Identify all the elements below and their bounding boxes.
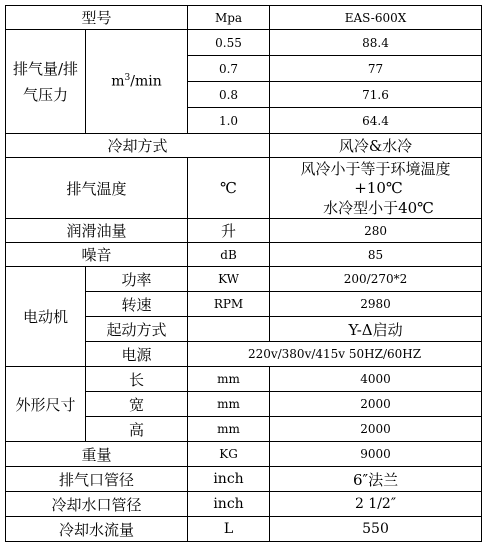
exhaust-temp-watercooled: 水冷型小于40℃ [323, 199, 434, 217]
exhaust-temp-line1: 风冷小于等于环境温度 [300, 160, 451, 178]
dim-height-value: 2000 [270, 417, 482, 442]
exhaust-temp-value [270, 158, 482, 219]
motor-speed-label: 转速 [86, 292, 188, 317]
pressure-cell: 0.7 [188, 56, 270, 82]
discharge-unit-exp: 3 [124, 73, 131, 84]
motor-power-row [6, 267, 482, 292]
water-flow-label: 冷却水流量 [6, 517, 188, 542]
water-pipe-value: 2 1/2″ [270, 492, 482, 517]
motor-supply-label: 电源 [86, 342, 188, 367]
weight-row [6, 442, 482, 467]
water-flow-row [6, 517, 482, 542]
pressure-cell: 0.55 [188, 30, 270, 56]
unit-header: Mpa [188, 6, 270, 30]
cooling-method-row [6, 134, 482, 158]
exhaust-temp-row [6, 158, 482, 219]
exhaust-temp-unit: ℃ [188, 158, 270, 219]
discharge-unit-prefix: m [111, 73, 125, 90]
motor-power-label: 功率 [86, 267, 188, 292]
exhaust-temp-label: 排气温度 [6, 158, 188, 219]
flow-cell: 64.4 [270, 108, 482, 134]
dim-length-value: 4000 [270, 367, 482, 392]
discharge-label: 排气量/排气压力 [6, 30, 86, 134]
dim-height-unit: mm [188, 417, 270, 442]
water-flow-unit: L [188, 517, 270, 542]
noise-label: 噪音 [6, 243, 188, 267]
outlet-label: 排气口管径 [6, 467, 188, 492]
weight-unit: KG [188, 442, 270, 467]
motor-speed-value: 2980 [270, 292, 482, 317]
dim-length-row [6, 367, 482, 392]
dimensions-label: 外形尺寸 [6, 367, 86, 442]
dim-length-unit: mm [188, 367, 270, 392]
motor-label: 电动机 [6, 267, 86, 367]
motor-speed-unit: RPM [188, 292, 270, 317]
outlet-unit: inch [188, 467, 270, 492]
water-pipe-row [6, 492, 482, 517]
oil-value: 280 [270, 219, 482, 243]
dim-width-unit: mm [188, 392, 270, 417]
discharge-row-1 [6, 30, 482, 56]
model-value: EAS-600X [270, 6, 482, 30]
oil-unit: 升 [188, 219, 270, 243]
weight-label: 重量 [6, 442, 188, 467]
motor-power-value: 200/270*2 [270, 267, 482, 292]
dim-width-label: 宽 [86, 392, 188, 417]
oil-row [6, 219, 482, 243]
outlet-row [6, 467, 482, 492]
dim-height-label: 高 [86, 417, 188, 442]
flow-cell: 88.4 [270, 30, 482, 56]
discharge-unit [86, 30, 188, 134]
noise-value: 85 [270, 243, 482, 267]
model-label: 型号 [6, 6, 188, 30]
water-pipe-label: 冷却水口管径 [6, 492, 188, 517]
water-pipe-unit: inch [188, 492, 270, 517]
flow-cell: 77 [270, 56, 482, 82]
water-flow-value: 550 [270, 517, 482, 542]
dim-length-label: 长 [86, 367, 188, 392]
dim-width-value: 2000 [270, 392, 482, 417]
motor-start-value: Y-Δ启动 [270, 317, 482, 342]
motor-start-label: 起动方式 [86, 317, 188, 342]
outlet-value: 6″法兰 [270, 467, 482, 492]
flow-cell: 71.6 [270, 82, 482, 108]
header-row [6, 6, 482, 30]
cooling-method-value: 风冷&水冷 [270, 134, 482, 158]
noise-unit: dB [188, 243, 270, 267]
pressure-cell: 0.8 [188, 82, 270, 108]
exhaust-temp-aircooled: +10℃ [354, 179, 403, 197]
noise-row [6, 243, 482, 267]
exhaust-temp-line2 [270, 179, 481, 218]
motor-supply-value: 220v/380v/415v 50HZ/60HZ [188, 342, 482, 367]
discharge-unit-suffix: /min [130, 73, 162, 90]
cooling-method-label: 冷却方式 [6, 134, 270, 158]
spec-table [5, 5, 482, 542]
motor-power-unit: KW [188, 267, 270, 292]
oil-label: 润滑油量 [6, 219, 188, 243]
weight-value: 9000 [270, 442, 482, 467]
pressure-cell: 1.0 [188, 108, 270, 134]
motor-start-unit [188, 317, 270, 342]
